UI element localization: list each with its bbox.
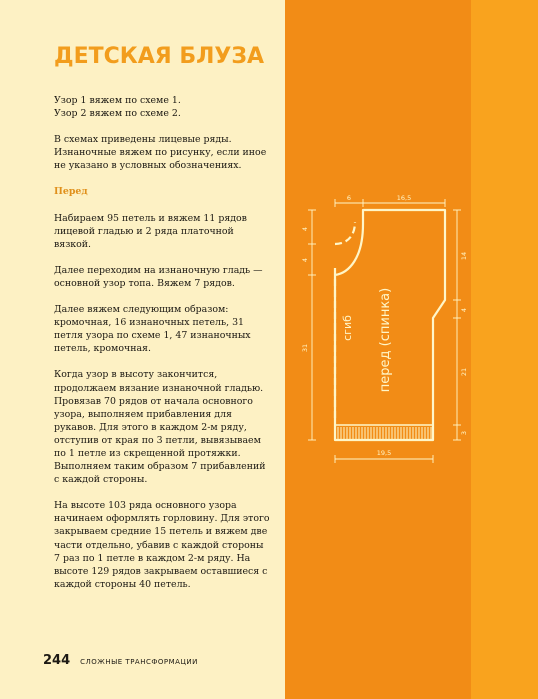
paragraph: Набираем 95 петель и вяжем 11 рядов лицевой гладью и 2 ряда платочной вязкой. — [54, 212, 247, 250]
dim-bottom-width: 19,5 — [376, 449, 392, 457]
dim-left-total: 31 — [301, 343, 309, 353]
dim-left-neck-2: 4 — [301, 257, 309, 263]
dim-right-armhole: 14 — [460, 251, 468, 261]
dim-right-step: 4 — [460, 307, 468, 313]
intro-line-2: Узор 2 вяжем по схеме 2. — [54, 108, 181, 120]
page-footer — [43, 653, 198, 668]
paragraph: Когда узор в высоту закончится, продолжаем вязание изнаночной гладью. Провязав 70 рядов от начала основного узора, выполняем прибавления для рукавов. Для этого в каждом 2-м ряду, отступив от края по 3 петли, вывязываем по 1 петле из скрещенной протяжки. Выполняем таким образом 7 прибавлений с каждой стороны. — [54, 369, 266, 486]
paragraph: Далее вяжем следующим образом: кромочная, 16 изнаночных петель, 31 петля узора по схеме 1, 47 изнаночных петель, кромочная. — [54, 304, 251, 355]
instructions-text — [54, 94, 272, 604]
schemes-note: В схемах приведены лицевые ряды. Изнаночные вяжем по рисунку, если иное не указано в условных обозначениях. — [54, 134, 267, 172]
dim-right-body: 21 — [460, 367, 468, 377]
page-number: 244 — [43, 653, 71, 668]
intro-line-1: Узор 1 вяжем по схеме 1. — [54, 95, 181, 106]
piece-label: перед (спинка) — [378, 287, 393, 393]
page-title: ДЕТСКАЯ БЛУЗА — [54, 44, 265, 69]
pattern-schematic — [285, 0, 471, 699]
section-heading-front: Перед — [54, 186, 88, 198]
fold-label: сгиб — [341, 315, 354, 341]
rib-band — [335, 425, 433, 439]
paragraph: Далее переходим на изнаночную гладь — основной узор топа. Вяжем 7 рядов. — [54, 264, 263, 289]
paragraph: На высоте 103 ряда основного узора начинаем оформлять горловину. Для этого закрываем средние 15 петель и вяжем две части отдельно, убавив с каждой стороны 7 раз по 1 петле в каждом 2-м ряду. На высоте 129 рядов закрываем оставшиеся с каждой стороны 40 петель. — [54, 500, 270, 590]
dim-right-rib: 3 — [460, 430, 468, 436]
running-section-title: СЛОЖНЫЕ ТРАНСФОРМАЦИИ — [80, 658, 198, 666]
dim-left-neck-1: 4 — [301, 226, 309, 232]
dim-top-shoulder: 16,5 — [396, 194, 412, 202]
dim-top-neck: 6 — [346, 194, 352, 202]
